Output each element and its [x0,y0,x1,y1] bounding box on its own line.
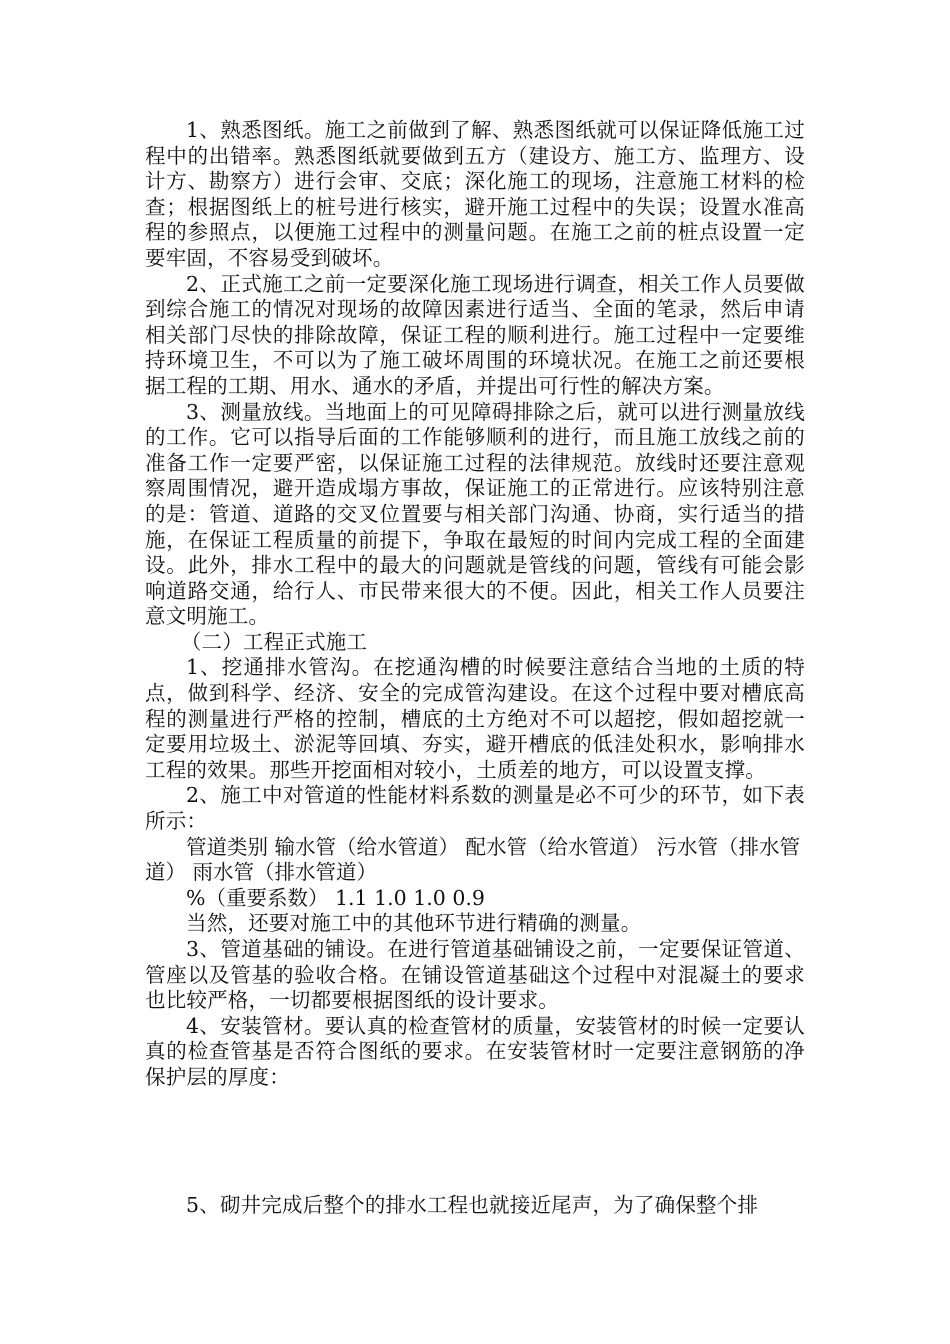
paragraph-install-pipes: 4、安装管材。要认真的检查管材的质量，安装管材的时候一定要认真的检查管基是否符合图纸的要求。在安装管材时一定要注意钢筋的净保护层的厚度： [145,1013,805,1089]
paragraph-trench-excavation: 1、挖通排水管沟。在挖通沟槽的时候要注意结合当地的土质的特点，做到科学、经济、安全的完成管沟建设。在这个过程中要对槽底高程的测量进行严格的控制，槽底的土方绝对不可以超挖，假如超挖就一定要用垃圾土、淤泥等回填、夯实，避开槽底的低洼处积水，影响排水工程的效果。那些开挖面相对较小，土质差的地方，可以设置支撑。 [145,655,805,782]
paragraph-manhole-completion: 5、砌井完成后整个的排水工程也就接近尾声，为了确保整个排 [186,1192,759,1217]
paragraph-pipe-foundation: 3、管道基础的铺设。在进行管道基础铺设之前，一定要保证管道、管座以及管基的验收合格。在铺设管道基础这个过程中对混凝土的要求也比较严格，一切都要根据图纸的设计要求。 [145,937,805,1013]
paragraph-material-coefficient: 2、施工中对管道的性能材料系数的测量是必不可少的环节，如下表所示： [145,783,805,834]
section-heading: （二）工程正式施工 [180,629,368,654]
paragraph-familiarize-drawings: 1、熟悉图纸。施工之前做到了解、熟悉图纸就可以保证降低施工过程中的出错率。熟悉图纸就要做到五方（建设方、施工方、监理方、设计方、勘察方）进行会审、交底；深化施工的现场，注意施工材料的检查；根据图纸上的桩号进行核实，避开施工过程中的失误；设置水准高程的参照点，以便施工过程中的测量问题。在施工之前的桩点设置一定要牢固，不容易受到破坏。 [145,118,805,270]
blank-gap [145,1091,805,1193]
paragraph-survey-layout: 3、测量放线。当地面上的可见障碍排除之后，就可以进行测量放线的工作。它可以指导后面的工作能够顺利的进行，而且施工放线之前的准备工作一定要严密，以保证施工过程的法律规范。放线时还要注意观察周围情况，避开造成塌方事故，保证施工的正常进行。应该特别注意的是：管道、道路的交叉位置要与相关部门沟通、协商，实行适当的措施，在保证工程质量的前提下，争取在最短的时间内完成工程的全面建设。此外，排水工程中的最大的问题就是管线的问题，管线有可能会影响道路交通，给行人、市民带来很大的不便。因此，相关工作人员要注意文明施工。 [145,399,805,629]
paragraph-site-investigation: 2、正式施工之前一定要深化施工现场进行调查，相关工作人员要做到综合施工的情况对现场的故障因素进行适当、全面的笔录，然后申请相关部门尽快的排除故障，保证工程的顺利进行。施工过程中一定要维持环境卫生，不可以为了施工破坏周围的环境状况。在施工之前还要根据工程的工期、用水、通水的矛盾，并提出可行性的解决方案。 [145,271,805,398]
paragraph-other-measurements: 当然，还要对施工中的其他环节进行精确的测量。 [186,911,642,936]
document-body [145,118,805,1218]
table-values-line: %（重要系数） 1.1 1.0 1.0 0.9 [186,885,485,910]
table-header-line: 管道类别 输水管（给水管道） 配水管（给水管道） 污水管（排水管道） 雨水管（排水管道） [145,834,801,885]
